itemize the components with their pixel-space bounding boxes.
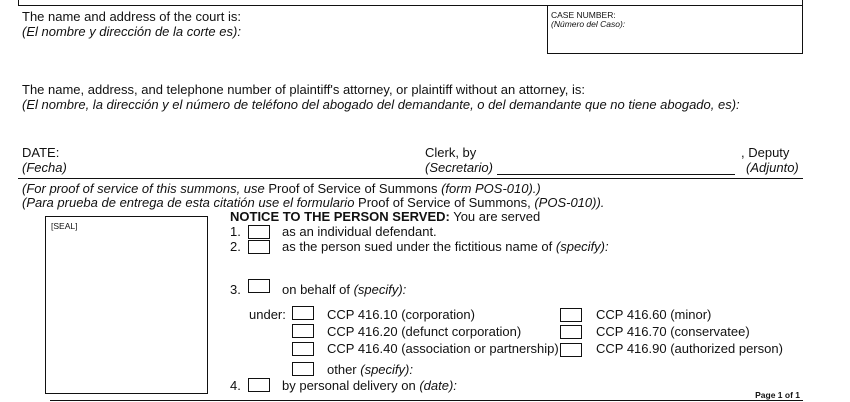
item-3-number: 3. bbox=[230, 282, 241, 297]
deputy-label: , Deputy bbox=[741, 145, 790, 160]
ccp-416-70-checkbox[interactable] bbox=[560, 325, 582, 339]
seal-box bbox=[45, 216, 208, 394]
ccp-416-10-checkbox[interactable] bbox=[292, 306, 314, 320]
bottom-rule bbox=[50, 400, 803, 401]
proof-divider bbox=[18, 178, 803, 179]
under-label: under: bbox=[249, 307, 286, 322]
page-number: Page 1 of 1 bbox=[755, 390, 800, 400]
clerk-label-es: (Secretario) bbox=[425, 160, 493, 175]
proof-line-1: (For proof of service of this summons, use Proof of Service of Summons (form POS-010).) bbox=[22, 181, 541, 196]
other-label: other (specify): bbox=[327, 362, 413, 377]
item-1-text: as an individual defendant. bbox=[282, 224, 437, 239]
clerk-signature-line[interactable] bbox=[497, 174, 735, 175]
attorney-label-es: (El nombre, la dirección y el número de teléfono del abogado del demandante, o del demandante que no tiene abogado, es): bbox=[22, 97, 740, 112]
ccp-416-20-label: CCP 416.20 (defunct corporation) bbox=[327, 324, 522, 339]
notice-heading: NOTICE TO THE PERSON SERVED: You are served bbox=[230, 209, 541, 224]
ccp-416-40-label: CCP 416.40 (association or partnership) bbox=[327, 341, 559, 356]
deputy-label-es: (Adjunto) bbox=[746, 160, 799, 175]
item-4-text: by personal delivery on (date): bbox=[282, 378, 457, 393]
item-2-text: as the person sued under the fictitious name of (specify): bbox=[282, 239, 609, 254]
item-1-checkbox[interactable] bbox=[248, 225, 270, 239]
item-1-number: 1. bbox=[230, 224, 241, 239]
item-4-checkbox[interactable] bbox=[248, 378, 270, 392]
item-2-number: 2. bbox=[230, 239, 241, 254]
item-4-number: 4. bbox=[230, 378, 241, 393]
ccp-416-10-label: CCP 416.10 (corporation) bbox=[327, 307, 475, 322]
attorney-label: The name, address, and telephone number of plaintiff's attorney, or plaintiff without an attorney, is: bbox=[22, 82, 586, 97]
ccp-416-20-checkbox[interactable] bbox=[292, 324, 314, 338]
date-label: DATE: bbox=[22, 145, 60, 160]
ccp-416-60-label: CCP 416.60 (minor) bbox=[596, 307, 712, 322]
seal-label: [SEAL] bbox=[51, 221, 78, 231]
item-2-checkbox[interactable] bbox=[248, 240, 270, 254]
item-3-checkbox[interactable] bbox=[248, 279, 270, 293]
clerk-label: Clerk, by bbox=[425, 145, 477, 160]
ccp-416-90-label: CCP 416.90 (authorized person) bbox=[596, 341, 783, 356]
court-label: The name and address of the court is: bbox=[22, 9, 241, 24]
proof-line-2: (Para prueba de entrega de esta citatión use el formulario Proof of Service of Summons, (POS-010)). bbox=[22, 195, 605, 210]
court-label-es: (El nombre y dirección de la corte es): bbox=[22, 24, 241, 39]
ccp-416-90-checkbox[interactable] bbox=[560, 343, 582, 357]
ccp-416-40-checkbox[interactable] bbox=[292, 342, 314, 356]
ccp-416-70-label: CCP 416.70 (conservatee) bbox=[596, 324, 750, 339]
case-number-label: CASE NUMBER: bbox=[551, 10, 616, 20]
date-label-es: (Fecha) bbox=[22, 160, 67, 175]
ccp-416-60-checkbox[interactable] bbox=[560, 308, 582, 322]
case-number-label-es: (Número del Caso): bbox=[551, 19, 626, 29]
item-3-text: on behalf of (specify): bbox=[282, 282, 407, 297]
other-checkbox[interactable] bbox=[292, 362, 314, 376]
